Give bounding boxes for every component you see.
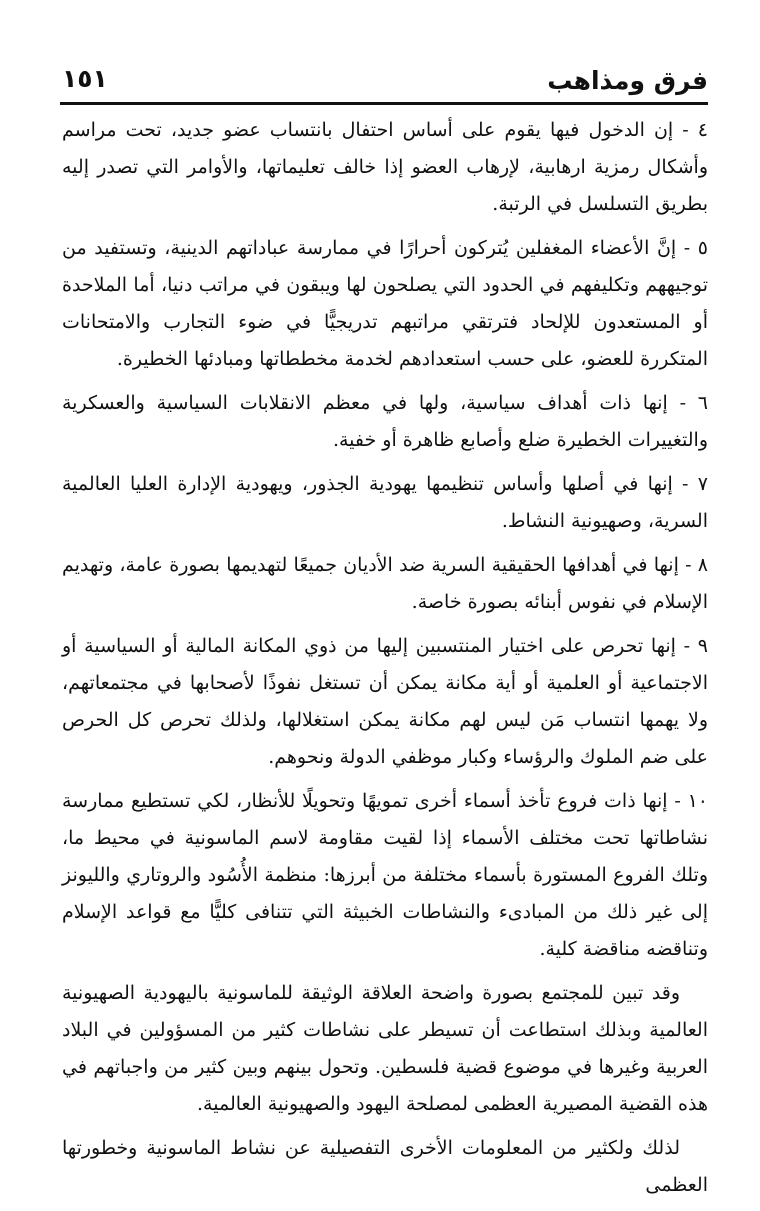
paragraph-item-9: ٩ - إنها تحرص على اختيار المنتسبين إليها من ذوي المكانة المالية أو السياسية أو الاجتماعية أو العلمية أو أية مكانة يمكن أن تستغل نفوذًا لأصحابها في مجتمعاتهم، ولا يهمها انتساب مَن ليس لهم مكانة يمكن استغلالها، ولذلك تحرص كل الحرص على ضم الملوك والرؤساء وكبار موظفي الدولة ونحوهم.: [62, 635, 708, 768]
paragraph-continuation: لذلك ولكثير من المعلومات الأخرى التفصيلية عن نشاط الماسونية وخطورتها العظمى: [62, 1137, 708, 1196]
paragraph-item-7: ٧ - إنها في أصلها وأساس تنظيمها يهودية الجذور، ويهودية الإدارة العليا العالمية السرية، وصهيونية النشاط.: [62, 473, 708, 532]
page-header: [60, 58, 708, 106]
paragraph-item-5: ٥ - إنَّ الأعضاء المغفلين يُتركون أحرارًا في ممارسة عباداتهم الدينية، وتستفيد من توجيههم وتكليفهم في الحدود التي يصلحون لها ويبقون في مراتب دنيا، أما الملاحدة أو المستعدون للإلحاد فترتقي مراتبهم تدريجيًّا في ضوء التجارب والامتحانات المتكررة للعضو، على حسب استعدادهم لخدمة مخططاتها ومبادئها الخطيرة.: [62, 237, 708, 370]
header-rule: [60, 102, 708, 105]
paragraph-item-4: ٤ - إن الدخول فيها يقوم على أساس احتفال بانتساب عضو جديد، تحت مراسم وأشكال رمزية ارهابية، لإرهاب العضو إذا خالف تعليماتها، والأوامر التي تصدر إليه بطريق التسلسل في الرتبة.: [62, 119, 708, 215]
paragraph-conclusion: وقد تبين للمجتمع بصورة واضحة العلاقة الوثيقة للماسونية باليهودية الصهيونية العالمية وبذلك استطاعت أن تسيطر على نشاطات كثير من المسؤولين في البلاد العربية وغيرها في موضوع قضية فلسطين. وتحول بينهم وبين كثير من واجباتهم في هذه القضية المصيرية العظمى لمصلحة اليهود والصهيونية العالمية.: [62, 982, 708, 1115]
page-body: [62, 112, 708, 1211]
paragraph-item-8: ٨ - إنها في أهدافها الحقيقية السرية ضد الأديان جميعًا لتهديمها بصورة عامة، وتهديم الإسلام في نفوس أبنائه بصورة خاصة.: [62, 554, 708, 613]
paragraph-item-6: ٦ - إنها ذات أهداف سياسية، ولها في معظم الانقلابات السياسية والعسكرية والتغييرات الخطيرة ضلع وأصابع ظاهرة أو خفية.: [62, 392, 708, 451]
running-title: فرق ومذاهب: [547, 66, 708, 95]
paragraph-item-10: ١٠ - إنها ذات فروع تأخذ أسماء أخرى تمويهًا وتحويلًا للأنظار، لكي تستطيع ممارسة نشاطاتها تحت مختلف الأسماء إذا لقيت مقاومة لاسم الماسونية في محيط ما، وتلك الفروع المستورة بأسماء مختلفة من أبرزها: منظمة الأُسُود والروتاري والليونز إلى غير ذلك من المبادىء والنشاطات الخبيثة التي تتنافى كليًّا مع قواعد الإسلام وتناقضه مناقضة كلية.: [62, 790, 708, 960]
page-number: ١٥١: [62, 64, 108, 93]
